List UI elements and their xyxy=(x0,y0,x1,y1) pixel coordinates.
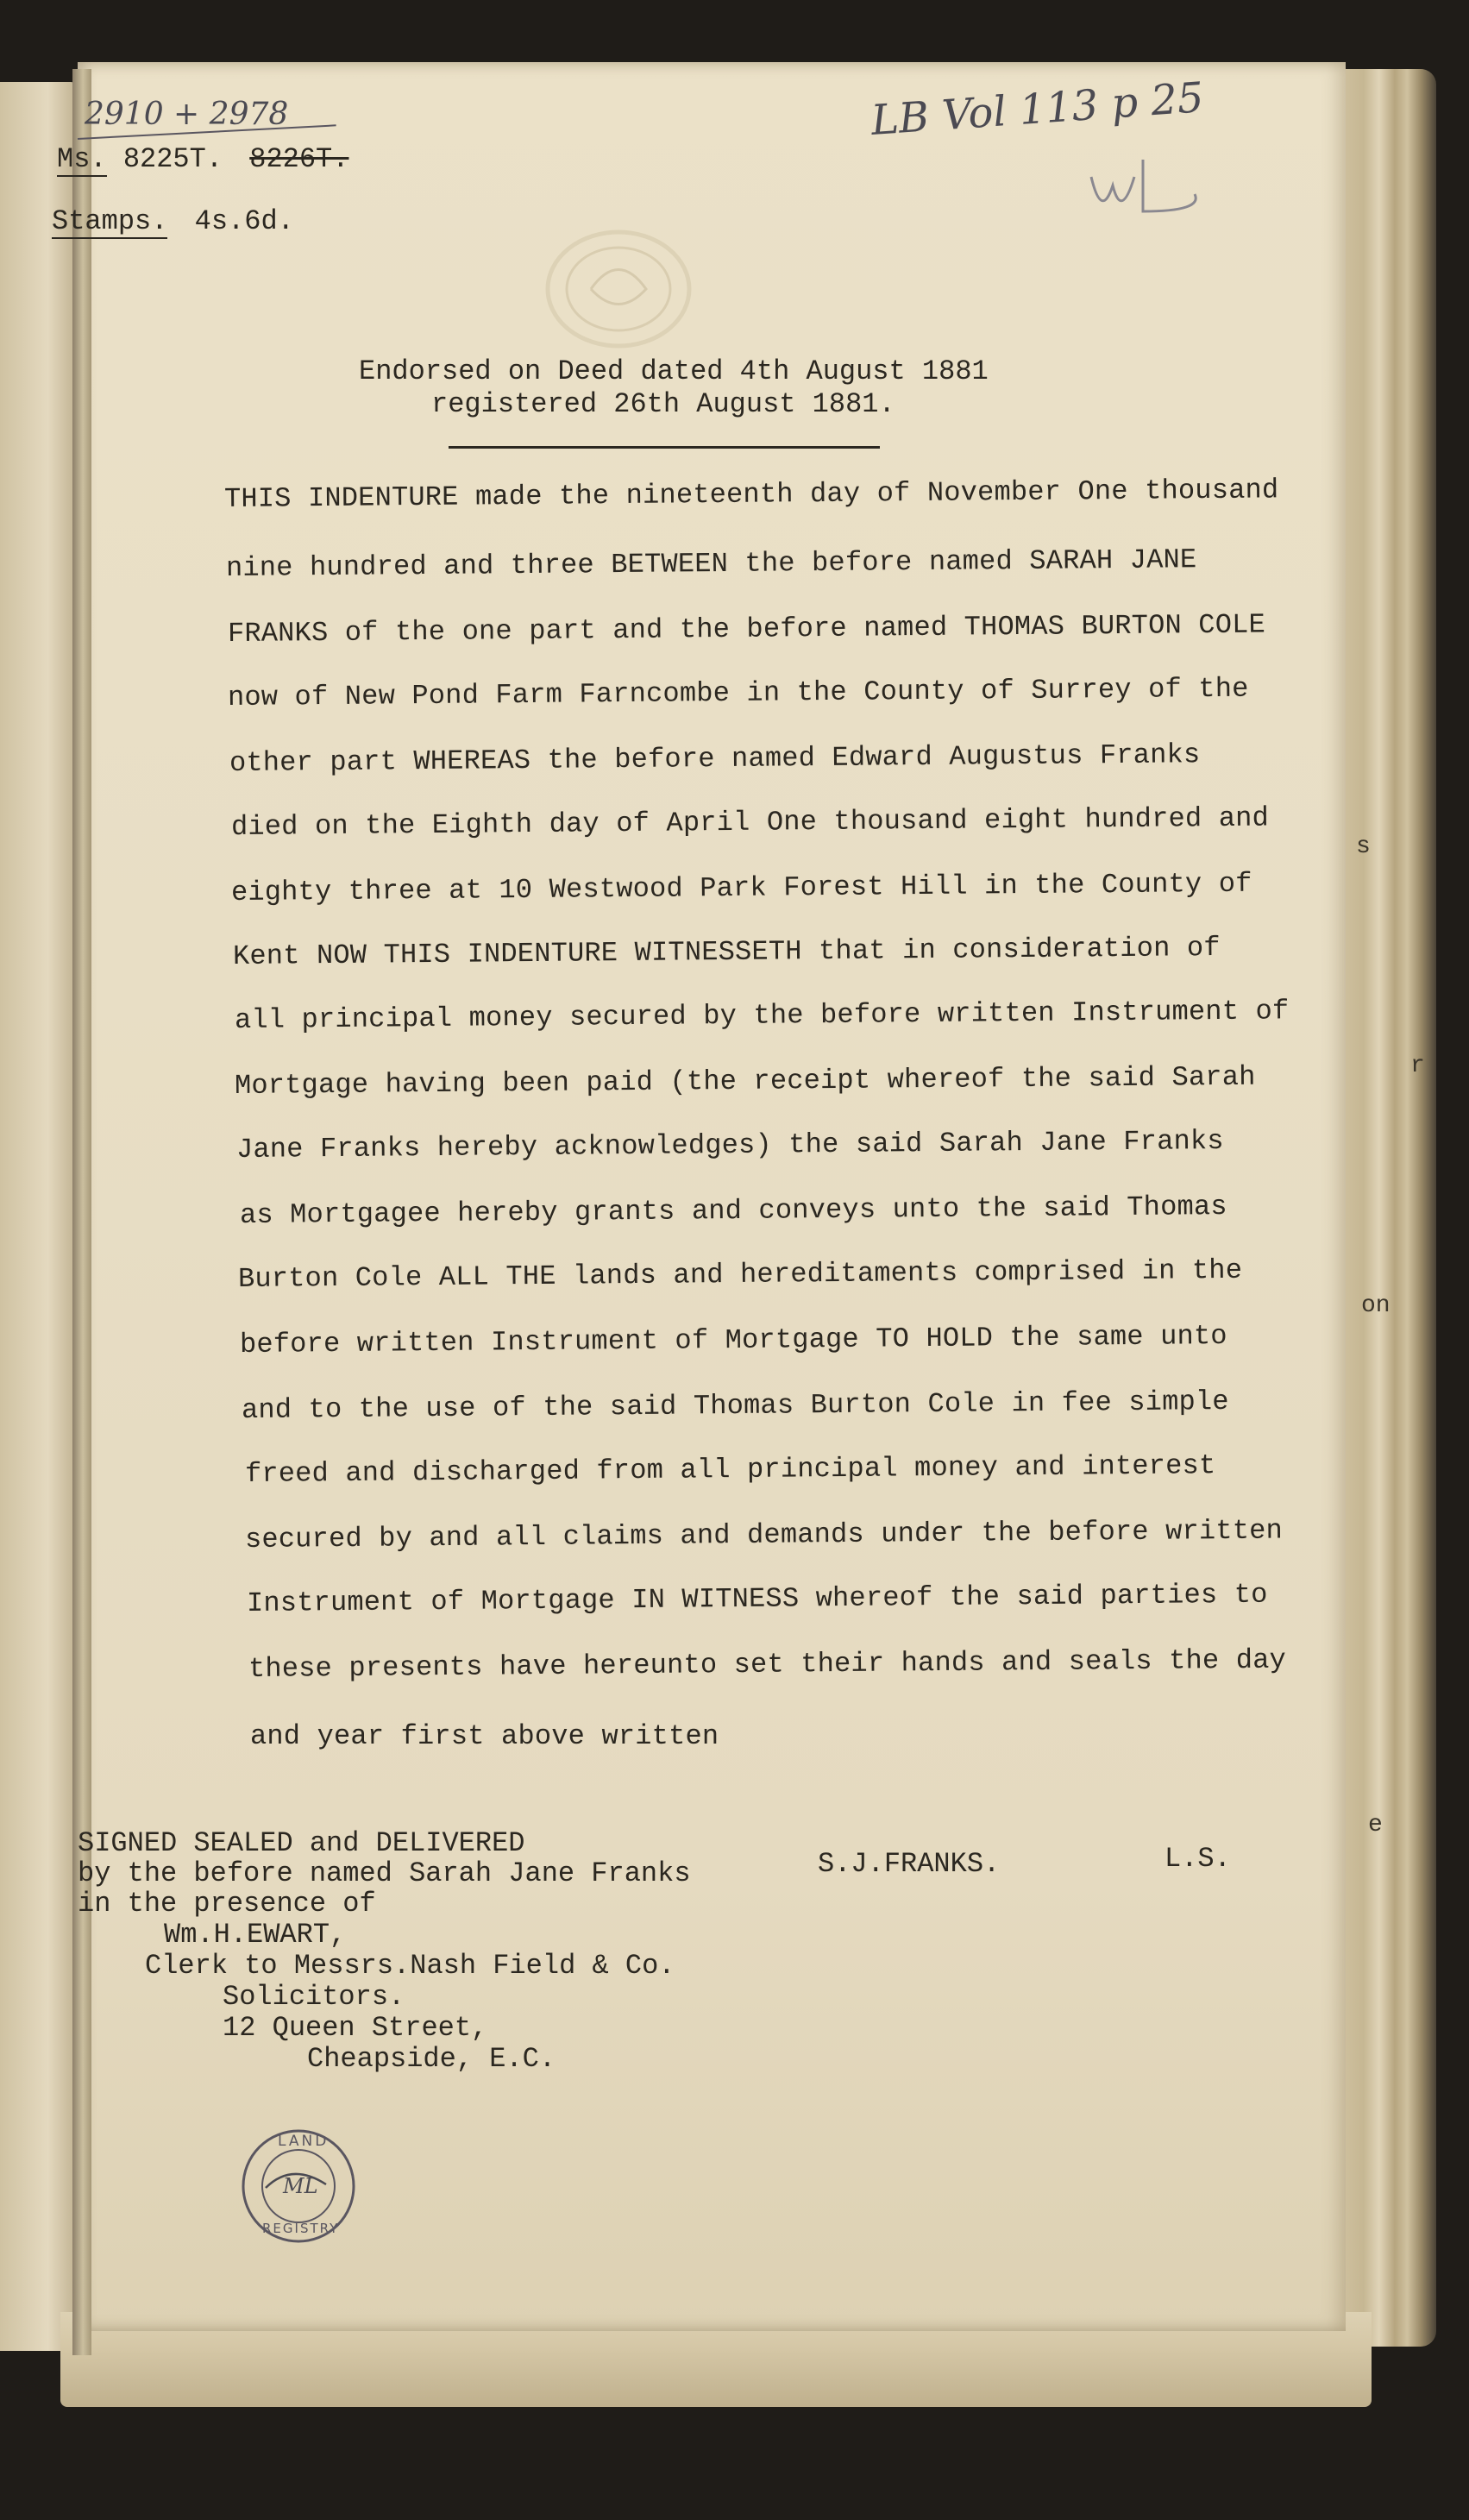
edge-letter: e xyxy=(1368,1812,1383,1838)
attestation-line-1: SIGNED SEALED and DELIVERED xyxy=(78,1827,525,1859)
body-line-16: freed and discharged from all principal money and interest xyxy=(244,1449,1216,1490)
body-line-6: died on the Eighth day of April One thousand eight hundred and xyxy=(230,801,1270,843)
handwritten-numbers: 2910 + 2978 xyxy=(85,97,289,132)
body-line-17: secured by and all claims and demands under the before written xyxy=(244,1514,1284,1555)
endorsement-line-2: registered 26th August 1881. xyxy=(431,388,895,420)
ms-struck: 8226T. xyxy=(249,143,349,175)
stamp-text-top: LAND xyxy=(278,2133,330,2150)
left-page-edge xyxy=(0,82,79,2351)
stamps-label: Stamps. xyxy=(52,205,168,237)
body-line-7: eighty three at 10 Westwood Park Forest Hill in the County of xyxy=(230,867,1252,908)
witness-street: 12 Queen Street, xyxy=(223,2012,488,2044)
body-line-10: Mortgage having been paid (the receipt whereof the said Sarah xyxy=(234,1060,1256,1102)
stamps-row xyxy=(52,205,294,237)
stamps-amount: 4s.6d. xyxy=(194,205,294,237)
body-line-8: Kent NOW THIS INDENTURE WITNESSETH that in consideration of xyxy=(232,932,1221,972)
attestation-line-2: by the before named Sarah Jane Franks xyxy=(78,1857,691,1889)
witness-city: Cheapside, E.C. xyxy=(307,2043,556,2075)
book-gutter xyxy=(72,69,91,2355)
body-line-9: all principal money secured by the before written Instrument of xyxy=(234,995,1290,1036)
initials-mark-icon xyxy=(1083,142,1221,229)
edge-letter: r xyxy=(1410,1053,1425,1079)
right-page-stack xyxy=(1333,69,1436,2347)
body-line-4: now of New Pond Farm Farncombe in the County of Surrey of the xyxy=(227,672,1249,713)
body-line-14: before written Instrument of Mortgage TO HOLD the same unto xyxy=(239,1320,1227,1361)
ms-current: 8225T. xyxy=(122,143,223,175)
body-line-5: other part WHEREAS the before named Edward Augustus Franks xyxy=(229,738,1201,779)
seal-mark: L.S. xyxy=(1165,1843,1231,1875)
land-registry-stamp xyxy=(240,2127,357,2245)
endorsement-line-1: Endorsed on Deed dated 4th August 1881 xyxy=(359,355,989,387)
ms-number-row xyxy=(57,143,348,175)
heading-rule xyxy=(449,446,880,449)
stamp-inner-text: ML xyxy=(283,2174,318,2198)
body-line-13: Burton Cole ALL THE lands and hereditaments comprised in the xyxy=(237,1254,1243,1295)
signature-name: S.J.FRANKS. xyxy=(818,1848,1001,1880)
ms-prefix: Ms. xyxy=(57,143,107,175)
body-line-20: and year first above written xyxy=(250,1720,719,1752)
edge-letter: s xyxy=(1356,833,1371,860)
embossed-seal-icon xyxy=(539,224,699,354)
body-line-11: Jane Franks hereby acknowledges) the said Sarah Jane Franks xyxy=(235,1125,1224,1166)
handwritten-reference: LB Vol 113 p 25 xyxy=(869,73,1206,145)
body-line-15: and to the use of the said Thomas Burton Cole in fee simple xyxy=(241,1386,1229,1426)
body-line-18: Instrument of Mortgage IN WITNESS whereof the said parties to xyxy=(246,1578,1268,1619)
witness-firm-type: Solicitors. xyxy=(223,1981,405,2013)
body-line-3: FRANKS of the one part and the before named THOMAS BURTON COLE xyxy=(227,608,1266,650)
body-line-19: these presents have hereunto set their hands and seals the day xyxy=(248,1643,1287,1685)
witness-name: Wm.H.EWART, xyxy=(164,1919,347,1951)
edge-letter: on xyxy=(1361,1292,1391,1319)
witness-title: Clerk to Messrs.Nash Field & Co. xyxy=(145,1950,675,1982)
body-line-12: as Mortgagee hereby grants and conveys unto the said Thomas xyxy=(239,1191,1227,1231)
body-line-1: THIS INDENTURE made the nineteenth day of November One thousand xyxy=(223,474,1279,515)
stamp-text-bottom: REGISTRY xyxy=(262,2221,340,2236)
body-line-2: nine hundred and three BETWEEN the before named SARAH JANE xyxy=(225,544,1197,584)
attestation-line-3: in the presence of xyxy=(78,1888,376,1920)
